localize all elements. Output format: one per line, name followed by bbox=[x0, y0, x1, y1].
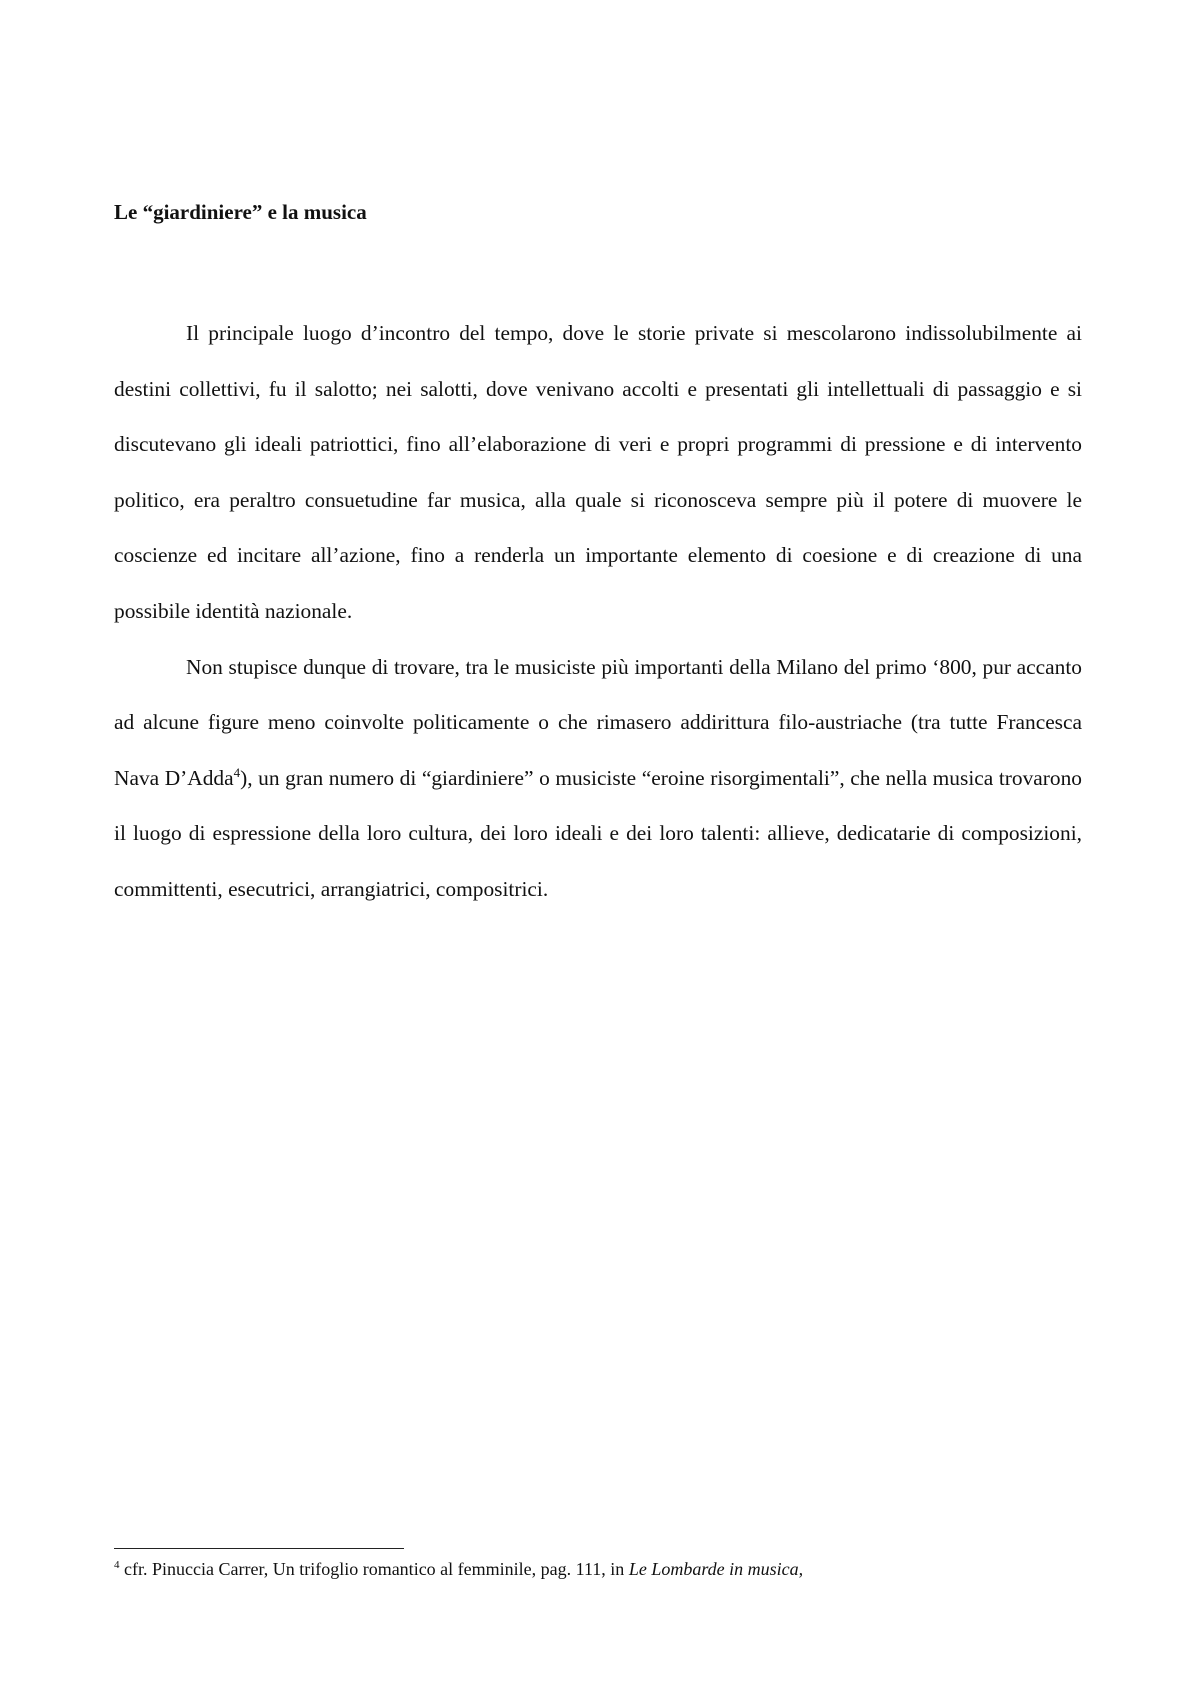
paragraph-2-text-after-note: ), un gran numero di “giardiniere” o musiciste “eroine risorgimentali”, che nella musica trovarono il luogo di espressione della loro cultura, dei loro ideali e dei loro talenti: allieve, dedicatarie di composizioni, committenti, esecutrici, arrangiatrici, compositrici. bbox=[114, 765, 1082, 901]
footnote-separator bbox=[114, 1548, 404, 1549]
paragraph-2-text-before-note: Non stupisce dunque di trovare, tra le musiciste più importanti della Milano del primo ‘800, pur accanto ad alcune figure meno coinvolte politicamente o che rimasero addirittura filo-austriache (tra tutte Francesca Nava D’Adda bbox=[114, 654, 1082, 790]
footnote-marker: 4 bbox=[114, 1559, 120, 1571]
footnote bbox=[114, 1557, 803, 1581]
section-heading: Le “giardiniere” e la musica bbox=[114, 200, 367, 224]
paragraph-1: Il principale luogo d’incontro del tempo, dove le storie private si mescolarono indissolubilmente ai destini collettivi, fu il salotto; nei salotti, dove venivano accolti e presentati gli intellettuali di passaggio e si discutevano gli ideali patriottici, fino all’elaborazione di veri e propri programmi di pressione e di intervento politico, era peraltro consuetudine far musica, alla quale si riconosceva sempre più il potere di muovere le coscienze ed incitare all’azione, fino a renderla un importante elemento di coesione e di creazione di una possibile identità nazionale. bbox=[114, 321, 1082, 623]
body-text bbox=[114, 306, 1082, 918]
paragraph-2 bbox=[114, 640, 1082, 918]
footnote-text: cfr. Pinuccia Carrer, Un trifoglio romantico al femminile, pag. 111, in bbox=[119, 1559, 629, 1579]
footnote-italic-title: Le Lombarde in musica, bbox=[628, 1559, 804, 1579]
footnote-reference[interactable]: 4 bbox=[233, 764, 241, 780]
